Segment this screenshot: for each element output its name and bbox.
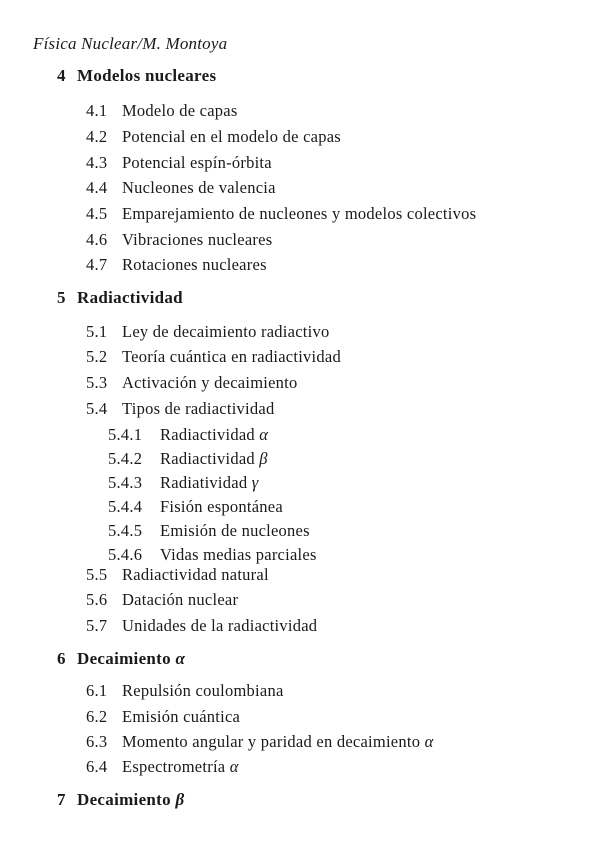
- toc-chapter: [57, 790, 185, 810]
- toc-title: Rotaciones nucleares: [122, 255, 267, 274]
- toc-section: [86, 204, 476, 224]
- toc-number: 5.6: [86, 590, 108, 609]
- toc-title: Vidas medias parciales: [160, 545, 317, 564]
- toc-title: Espectrometría: [122, 757, 226, 776]
- toc-number: 6.3: [86, 732, 108, 751]
- toc-number: 5.4.4: [108, 497, 143, 516]
- toc-title: Modelo de capas: [122, 101, 238, 120]
- toc-title: Emparejamiento de nucleones y modelos colectivos: [122, 204, 477, 223]
- toc-section: [86, 399, 274, 419]
- toc-number: 4.5: [86, 204, 108, 223]
- toc-number: 5.3: [86, 373, 108, 392]
- toc-title: Radiatividad: [160, 473, 248, 492]
- toc-number: 5.4.2: [108, 449, 143, 468]
- toc-math-symbol: α: [229, 757, 239, 776]
- toc-subsection: [108, 521, 310, 541]
- toc-number: 4.4: [86, 178, 108, 197]
- toc-math-symbol: α: [259, 425, 269, 444]
- toc-title: Momento angular y paridad en decaimiento: [122, 732, 421, 751]
- toc-number: 6.4: [86, 757, 108, 776]
- toc-chapter: [57, 66, 216, 86]
- toc-title: Unidades de la radiactividad: [122, 616, 318, 635]
- toc-subsection: [108, 545, 317, 565]
- toc-title: Potencial en el modelo de capas: [122, 127, 341, 146]
- toc-section: [86, 565, 269, 585]
- toc-number: 4.2: [86, 127, 108, 146]
- toc-title: Radiactividad: [160, 425, 255, 444]
- toc-chapter: [57, 288, 183, 308]
- toc-title: Emisión cuántica: [122, 707, 241, 726]
- toc-title: Modelos nucleares: [77, 66, 217, 85]
- toc-title: Decaimiento: [77, 649, 171, 668]
- toc-number: 6.2: [86, 707, 108, 726]
- toc-title: Repulsión coulombiana: [122, 681, 284, 700]
- toc-number: 5.4.5: [108, 521, 143, 540]
- toc-number: 5.4.3: [108, 473, 143, 492]
- toc-number: 5: [57, 288, 66, 307]
- toc-section: [86, 707, 240, 727]
- toc-chapter: [57, 649, 185, 669]
- toc-number: 6: [57, 649, 66, 668]
- toc-subsection: [108, 497, 283, 517]
- toc-number: 4.1: [86, 101, 108, 120]
- toc-section: [86, 616, 317, 636]
- toc-subsection: [108, 449, 268, 469]
- toc-section: [86, 732, 434, 752]
- toc-number: 5.2: [86, 347, 108, 366]
- toc-number: 5.7: [86, 616, 108, 635]
- toc-title: Tipos de radiactividad: [122, 399, 275, 418]
- toc-section: [86, 178, 276, 198]
- toc-math-symbol: α: [175, 649, 186, 668]
- toc-number: 5.4.1: [108, 425, 143, 444]
- toc-section: [86, 153, 272, 173]
- toc-section: [86, 230, 272, 250]
- toc-title: Teoría cuántica en radiactividad: [122, 347, 341, 366]
- toc-number: 4: [57, 66, 66, 85]
- toc-section: [86, 322, 329, 342]
- toc-section: [86, 681, 284, 701]
- toc-number: 4.7: [86, 255, 108, 274]
- toc-number: 5.1: [86, 322, 108, 341]
- toc-title: Radiactividad: [77, 288, 183, 307]
- toc-title: Activación y decaimiento: [122, 373, 298, 392]
- toc-number: 4.6: [86, 230, 108, 249]
- toc-title: Vibraciones nucleares: [122, 230, 273, 249]
- toc-math-symbol: β: [259, 449, 268, 468]
- toc-title: Ley de decaimiento radiactivo: [122, 322, 330, 341]
- running-header: Física Nuclear/M. Montoya: [33, 34, 228, 53]
- toc-math-symbol: α: [424, 732, 434, 751]
- toc-number: 5.4: [86, 399, 108, 418]
- toc-title: Fisión espontánea: [160, 497, 283, 516]
- toc-number: 5.4.6: [108, 545, 143, 564]
- toc-math-symbol: γ: [251, 473, 259, 492]
- toc-section: [86, 590, 238, 610]
- toc-section: [86, 757, 239, 777]
- toc-math-symbol: β: [175, 790, 185, 809]
- toc-title: Datación nuclear: [122, 590, 239, 609]
- toc-number: 5.5: [86, 565, 108, 584]
- toc-number: 7: [57, 790, 66, 809]
- toc-title: Potencial espín-órbita: [122, 153, 272, 172]
- toc-title: Radiactividad natural: [122, 565, 269, 584]
- toc-section: [86, 127, 341, 147]
- toc-subsection: [108, 425, 268, 445]
- toc-title: Emisión de nucleones: [160, 521, 310, 540]
- toc-number: 4.3: [86, 153, 108, 172]
- toc-title: Decaimiento: [77, 790, 171, 809]
- toc-section: [86, 255, 267, 275]
- toc-title: Nucleones de valencia: [122, 178, 276, 197]
- toc-title: Radiactividad: [160, 449, 255, 468]
- toc-section: [86, 101, 238, 121]
- toc-section: [86, 347, 341, 367]
- toc-number: 6.1: [86, 681, 108, 700]
- toc-subsection: [108, 473, 258, 493]
- toc-section: [86, 373, 298, 393]
